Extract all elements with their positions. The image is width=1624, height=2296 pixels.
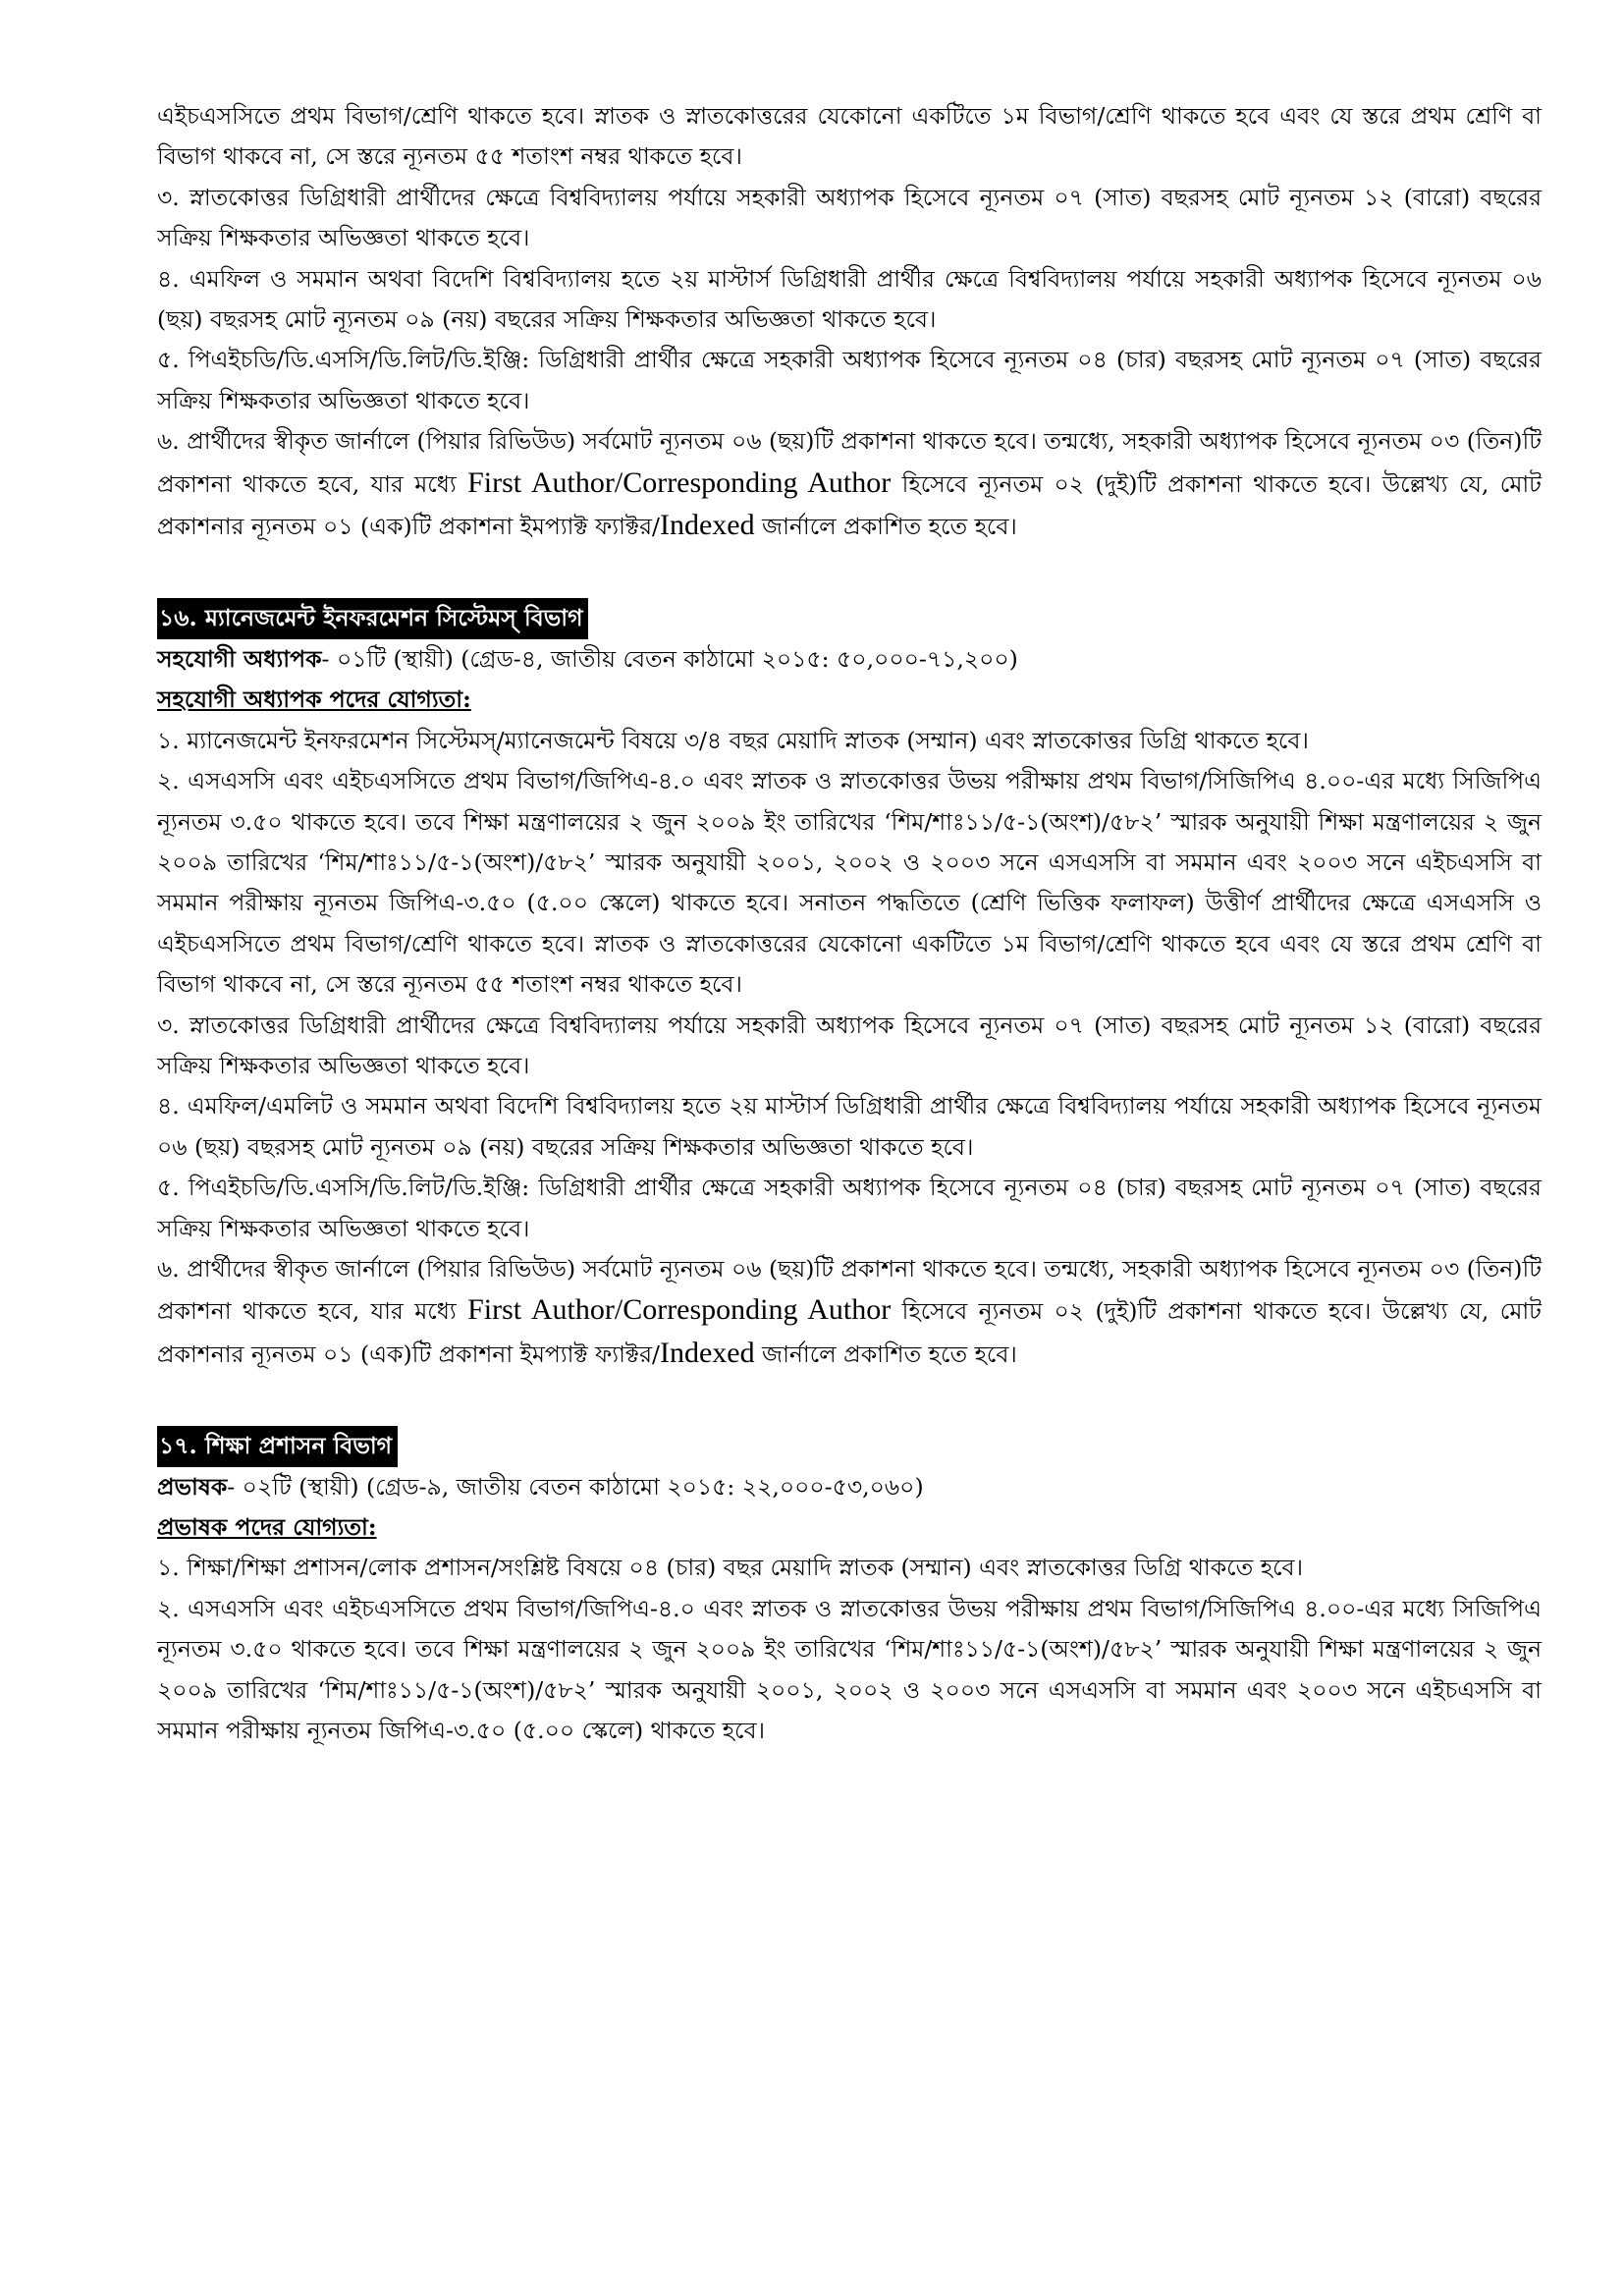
qualification-item-2: ২. এসএসসি এবং এইচএসসিতে প্রথম বিভাগ/জিপিএ-৪.০ এবং স্নাতক ও স্নাতকোত্তর উভয় পরীক্ষায় প্রথম বিভাগ/সিজিপিএ ৪.০০-এর মধ্যে সিজিপিএ ন্যূনতম ৩.৫০ থাকতে হবে। তবে শিক্ষা মন্ত্রণালয়ের ২ জুন ২০০৯ ইং তারিখের ‘শিম/শাঃ১১/৫-১(অংশ)/৫৮২’ স্মারক অনুযায়ী শিক্ষা মন্ত্রণালয়ের ২ জুন ২০০৯ তারিখের ‘শিম/শাঃ১১/৫-১(অংশ)/৫৮২’ স্মারক অনুযায়ী ২০০১, ২০০২ ও ২০০৩ সনে এসএসসি বা সমমান এবং ২০০৩ সনে এইচএসসি বা সমমান পরীক্ষায় ন্যূনতম জিপিএ-৩.৫০ (৫.০০ স্কেলে) থাকতে হবে। [157,1594,1542,1745]
qualification-item-1: ১. ম্যানেজমেন্ট ইনফরমেশন সিস্টেমস্/ম্যানেজমেন্ট বিষয়ে ৩/৪ বছর মেয়াদি স্নাতক (সম্মান) এবং স্নাতকোত্তর ডিগ্রি থাকতে হবে। [157,726,1309,754]
post-details: - ০১টি (স্থায়ী) (গ্রেড-৪, জাতীয় বেতন কাঠামো ২০১৫: ৫০,০০০-৭১,২০০) [321,644,1018,673]
text-span: ৬. প্রার্থীদের স্বীকৃত জার্নালে (পিয়ার রিভিউড) সর্বমোট ন্যূনতম ০৬ (ছয়)টি প্রকাশনা থাকতে হবে। তন্মধ্যে, সহকারী অধ্যাপক হিসেবে ন্যূনতম ০৩ (তিন)টি প্রকাশনা থাকতে হবে, যার মধ্যে [157,1254,1542,1326]
paragraph-top-5: ৫. পিএইচডি/ডি.এসসি/ডি.লিট/ডি.ইঞ্জি: ডিগ্রিধারী প্রার্থীর ক্ষেত্রে সহকারী অধ্যাপক হিসেবে ন্যূনতম ০৪ (চার) বছরসহ মোট ন্যূনতম ০৭ (সাত) বছরের সক্রিয় শিক্ষকতার অভিজ্ঞতা থাকতে হবে। [157,346,1542,414]
text-span: ৬. প্রার্থীদের স্বীকৃত জার্নালে (পিয়ার রিভিউড) সর্বমোট ন্যূনতম ০৬ (ছয়)টি প্রকাশনা থাকতে হবে। তন্মধ্যে, সহকারী অধ্যাপক হিসেবে ন্যূনতম ০৩ (তিন)টি প্রকাশনা থাকতে হবে, যার মধ্যে [157,427,1542,498]
text-span: হিসেবে ন্যূনতম ০২ (দুই)টি প্রকাশনা থাকতে হবে। উল্লেখ্য যে, মোট প্রকাশনার ন্যূনতম ০১ (এক)টি প্রকাশনা ইমপ্যাক্ট ফ্যাক্টর/ [157,469,1542,541]
section-16 [157,598,1542,1375]
paragraph-top-3: ৩. স্নাতকোত্তর ডিগ্রিধারী প্রার্থীদের ক্ষেত্রে বিশ্ববিদ্যালয় পর্যায়ে সহকারী অধ্যাপক হিসেবে ন্যূনতম ০৭ (সাত) বছরসহ মোট ন্যূনতম ১২ (বারো) বছরের সক্রিয় শিক্ষকতার অভিজ্ঞতা থাকতে হবে। [157,183,1542,252]
paragraph-top-1: এইচএসসিতে প্রথম বিভাগ/শ্রেণি থাকতে হবে। স্নাতক ও স্নাতকোত্তরের যেকোনো একটিতে ১ম বিভাগ/শ্রেণি থাকতে হবে এবং যে স্তরে প্রথম শ্রেণি বা বিভাগ থাকবে না, সে স্তরে ন্যূনতম ৫৫ শতাংশ নম্বর থাকতে হবে। [157,102,1542,171]
paragraph-top-4: ৪. এমফিল ও সমমান অথবা বিদেশি বিশ্ববিদ্যালয় হতে ২য় মাস্টার্স ডিগ্রিধারী প্রার্থীর ক্ষেত্রে বিশ্ববিদ্যালয় পর্যায়ে সহকারী অধ্যাপক হিসেবে ন্যূনতম ০৬ (ছয়) বছরসহ মোট ন্যূনতম ০৯ (নয়) বছরের সক্রিয় শিক্ষকতার অভিজ্ঞতা থাকতে হবে। [157,264,1542,334]
qualification-heading: সহযোগী অধ্যাপক পদের যোগ্যতা: [157,685,471,714]
qualification-item-4: ৪. এমফিল/এমলিট ও সমমান অথবা বিদেশি বিশ্ববিদ্যালয় হতে ২য় মাস্টার্স ডিগ্রিধারী প্রার্থীর ক্ষেত্রে বিশ্ববিদ্যালয় পর্যায়ে সহকারী অধ্যাপক হিসেবে ন্যূনতম ০৬ (ছয়) বছরসহ মোট ন্যূনতম ০৯ (নয়) বছরের সক্রিয় শিক্ষকতার অভিজ্ঞতা থাকতে হবে। [157,1092,1542,1161]
author-role-text: First Author/Corresponding Author [467,1293,892,1327]
text-span: জার্নালে প্রকাশিত হতে হবে। [754,513,1017,541]
qualification-item-1: ১. শিক্ষা/শিক্ষা প্রশাসন/লোক প্রশাসন/সংশ্লিষ্ট বিষয়ে ০৪ (চার) বছর মেয়াদি স্নাতক (সম্মান) এবং স্নাতকোত্তর ডিগ্রি থাকতে হবে। [157,1554,1304,1582]
qualification-item-2: ২. এসএসসি এবং এইচএসসিতে প্রথম বিভাগ/জিপিএ-৪.০ এবং স্নাতক ও স্নাতকোত্তর উভয় পরীক্ষায় প্রথম বিভাগ/সিজিপিএ ৪.০০-এর মধ্যে সিজিপিএ ন্যূনতম ৩.৫০ থাকতে হবে। তবে শিক্ষা মন্ত্রণালয়ের ২ জুন ২০০৯ ইং তারিখের ‘শিম/শাঃ১১/৫-১(অংশ)/৫৮২’ স্মারক অনুযায়ী শিক্ষা মন্ত্রণালয়ের ২ জুন ২০০৯ তারিখের ‘শিম/শাঃ১১/৫-১(অংশ)/৫৮২’ স্মারক অনুযায়ী ২০০১, ২০০২ ও ২০০৩ সনে এসএসসি বা সমমান এবং ২০০৩ সনে এইচএসসি বা সমমান পরীক্ষায় ন্যূনতম জিপিএ-৩.৫০ (৫.০০ স্কেলে) থাকতে হবে। সনাতন পদ্ধতিতে (শ্রেণি ভিত্তিক ফলাফল) উত্তীর্ণ প্রার্থীদের ক্ষেত্রে এসএসসি ও এইচএসসিতে প্রথম বিভাগ/শ্রেণি থাকতে হবে। স্নাতক ও স্নাতকোত্তরের যেকোনো একটিতে ১ম বিভাগ/শ্রেণি থাকতে হবে এবং যে স্তরে প্রথম শ্রেণি বা বিভাগ থাকবে না, সে স্তরে ন্যূনতম ৫৫ শতাংশ নম্বর থাকতে হবে। [157,767,1542,999]
post-title: সহযোগী অধ্যাপক [157,644,322,673]
post-line [157,639,1542,680]
paragraph-top-6 [157,421,1542,547]
text-span: হিসেবে ন্যূনতম ০২ (দুই)টি প্রকাশনা থাকতে হবে। উল্লেখ্য যে, মোট প্রকাশনার ন্যূনতম ০১ (এক)টি প্রকাশনা ইমপ্যাক্ট ফ্যাক্টর/ [157,1297,1542,1368]
author-role-text: First Author/Corresponding Author [467,465,892,499]
section-heading: ১৬. ম্যানেজমেন্ট ইনফরমেশন সিস্টেমস্ বিভাগ [157,598,588,638]
post-line [157,1467,1542,1507]
qualification-item-6 [157,1249,1542,1375]
post-details: - ০২টি (স্থায়ী) (গ্রেড-৯, জাতীয় বেতন কাঠামো ২০১৫: ২২,০০০-৫৩,০৬০) [227,1472,924,1501]
qualification-item-3: ৩. স্নাতকোত্তর ডিগ্রিধারী প্রার্থীদের ক্ষেত্রে বিশ্ববিদ্যালয় পর্যায়ে সহকারী অধ্যাপক হিসেবে ন্যূনতম ০৭ (সাত) বছরসহ মোট ন্যূনতম ১২ (বারো) বছরের সক্রিয় শিক্ষকতার অভিজ্ঞতা থাকতে হবে। [157,1011,1542,1079]
qualification-item-5: ৫. পিএইচডি/ডি.এসসি/ডি.লিট/ডি.ইঞ্জি: ডিগ্রিধারী প্রার্থীর ক্ষেত্রে সহকারী অধ্যাপক হিসেবে ন্যূনতম ০৪ (চার) বছরসহ মোট ন্যূনতম ০৭ (সাত) বছরের সক্রিয় শিক্ষকতার অভিজ্ঞতা থাকতে হবে। [157,1174,1542,1242]
section-heading: ১৭. শিক্ষা প্রশাসন বিভাগ [157,1426,398,1466]
section-17 [157,1426,1542,1751]
indexed-text: Indexed [659,1336,755,1369]
text-span: জার্নালে প্রকাশিত হতে হবে। [754,1339,1017,1368]
indexed-text: Indexed [659,509,755,542]
section-gap [157,1375,1542,1426]
section-gap [157,547,1542,598]
post-title: প্রভাষক [157,1472,228,1501]
document-page [157,96,1542,1751]
qualification-heading: প্রভাষক পদের যোগ্যতা: [157,1513,377,1541]
